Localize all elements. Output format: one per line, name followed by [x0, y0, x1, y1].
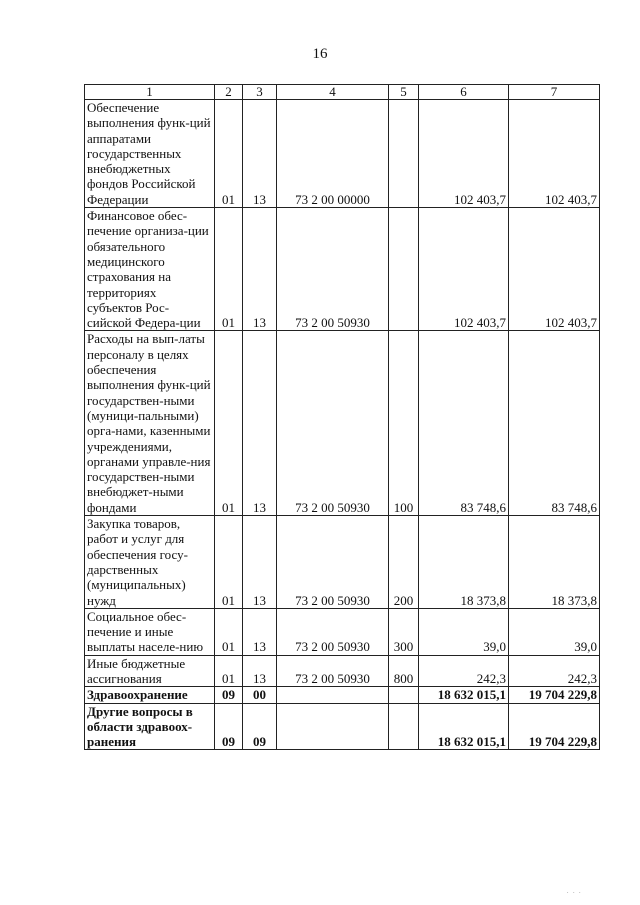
table-row [85, 687, 600, 703]
column-header: 4 [277, 85, 389, 100]
target-article-cell [277, 687, 389, 703]
target-article-cell: 73 2 00 50930 [277, 608, 389, 655]
column-header: 7 [509, 85, 600, 100]
subsection-code-cell: 13 [243, 100, 277, 208]
amount-col6-cell: 242,3 [419, 655, 509, 687]
page-number: 16 [312, 46, 328, 62]
section-code-cell: 01 [215, 331, 243, 516]
amount-col7-cell: 19 704 229,8 [509, 687, 600, 703]
amount-col6-cell: 18 373,8 [419, 516, 509, 609]
target-article-cell: 73 2 00 00000 [277, 100, 389, 208]
section-code-cell: 01 [215, 208, 243, 331]
row-name-cell: Иные бюджетные ассигнования [85, 655, 215, 687]
amount-col6-cell: 102 403,7 [419, 100, 509, 208]
row-name-cell: Закупка товаров, работ и услуг для обеспечения госу-дарственных (муниципальных) нужд [85, 516, 215, 609]
table-row [85, 100, 600, 208]
scan-corner-mark: · · · [566, 889, 582, 897]
row-name-cell: Другие вопросы в области здравоох-ранения [85, 703, 215, 750]
amount-col6-cell: 39,0 [419, 608, 509, 655]
expense-type-cell: 300 [389, 608, 419, 655]
target-article-cell: 73 2 00 50930 [277, 516, 389, 609]
subsection-code-cell: 13 [243, 608, 277, 655]
expense-type-cell: 200 [389, 516, 419, 609]
column-header: 2 [215, 85, 243, 100]
section-code-cell: 01 [215, 608, 243, 655]
expense-type-cell: 100 [389, 331, 419, 516]
section-code-cell: 01 [215, 516, 243, 609]
subsection-code-cell: 13 [243, 655, 277, 687]
target-article-cell [277, 703, 389, 750]
target-article-cell: 73 2 00 50930 [277, 655, 389, 687]
header-row [85, 85, 600, 100]
amount-col6-cell: 102 403,7 [419, 208, 509, 331]
table-row [85, 703, 600, 750]
target-article-cell: 73 2 00 50930 [277, 331, 389, 516]
amount-col6-cell: 83 748,6 [419, 331, 509, 516]
amount-col7-cell: 102 403,7 [509, 208, 600, 331]
table-row [85, 331, 600, 516]
table-row [85, 655, 600, 687]
amount-col7-cell: 19 704 229,8 [509, 703, 600, 750]
subsection-code-cell: 13 [243, 208, 277, 331]
expense-type-cell [389, 703, 419, 750]
amount-col6-cell: 18 632 015,1 [419, 687, 509, 703]
amount-col7-cell: 102 403,7 [509, 100, 600, 208]
amount-col7-cell: 242,3 [509, 655, 600, 687]
amount-col6-cell: 18 632 015,1 [419, 703, 509, 750]
expense-type-cell [389, 208, 419, 331]
expense-type-cell [389, 100, 419, 208]
expense-type-cell: 800 [389, 655, 419, 687]
budget-table [84, 84, 600, 750]
amount-col7-cell: 83 748,6 [509, 331, 600, 516]
row-name-cell: Обеспечение выполнения функ-ций аппаратами государственных внебюджетных фондов Российской Федерации [85, 100, 215, 208]
row-name-cell: Здравоохранение [85, 687, 215, 703]
row-name-cell: Социальное обес-печение и иные выплаты населе-нию [85, 608, 215, 655]
column-header: 5 [389, 85, 419, 100]
subsection-code-cell: 09 [243, 703, 277, 750]
amount-col7-cell: 39,0 [509, 608, 600, 655]
table-row [85, 516, 600, 609]
column-header: 1 [85, 85, 215, 100]
subsection-code-cell: 00 [243, 687, 277, 703]
expense-type-cell [389, 687, 419, 703]
column-header: 6 [419, 85, 509, 100]
amount-col7-cell: 18 373,8 [509, 516, 600, 609]
section-code-cell: 01 [215, 100, 243, 208]
subsection-code-cell: 13 [243, 516, 277, 609]
table-row [85, 208, 600, 331]
section-code-cell: 01 [215, 655, 243, 687]
row-name-cell: Расходы на вып-латы персоналу в целях обеспечения выполнения функ-ций государствен-ными (муници-пальными) орга-нами, казенными учреждениями, органами управле-ния государствен-ными внебюджет-ными фондами [85, 331, 215, 516]
target-article-cell: 73 2 00 50930 [277, 208, 389, 331]
section-code-cell: 09 [215, 703, 243, 750]
subsection-code-cell: 13 [243, 331, 277, 516]
row-name-cell: Финансовое обес-печение организа-ции обязательного медицинского страхования на территориях субъектов Рос-сийской Федера-ции [85, 208, 215, 331]
column-header: 3 [243, 85, 277, 100]
section-code-cell: 09 [215, 687, 243, 703]
table-row [85, 608, 600, 655]
